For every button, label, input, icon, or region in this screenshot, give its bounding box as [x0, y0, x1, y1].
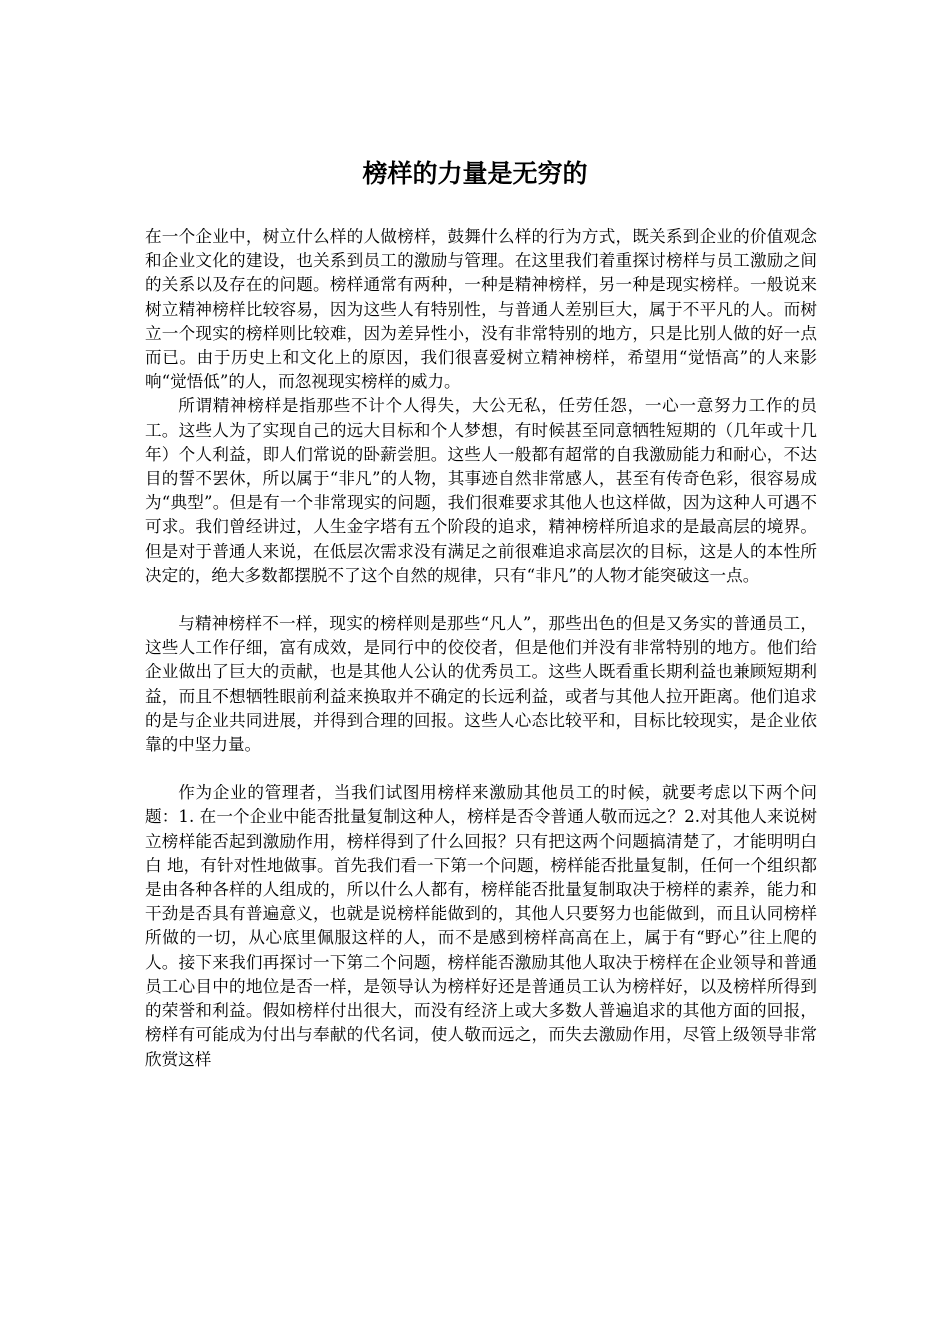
document-body	[145, 225, 817, 1072]
paragraph-4: 作为企业的管理者，当我们试图用榜样来激励其他员工的时候，就要考虑以下两个问题：1. 在一个企业中能否批量复制这种人，榜样是否令普通人敬而远之？2.对其他人来说树立榜样能否起到激励作用，榜样得到了什么回报？只有把这两个问题搞清楚了，才能明明白白 地，有针对性地做事。首先我们看一下第一个问题，榜样能否批量复制，任何一个组织都是由各种各样的人组成的，所以什么人都有，榜样能否批量复制取决于榜样的素养，能力和干劲是否具有普遍意义，也就是说榜样能做到的，其他人只要努力也能做到，而且认同榜样所做的一切，从心底里佩服这样的人，而不是感到榜样高高在上，属于有“野心”往上爬的人。接下来我们再探讨一下第二个问题，榜样能否激励其他人取决于榜样在企业领导和普通员工心目中的地位是否一样，是领导认为榜样好还是普通员工认为榜样好，以及榜样所得到的荣誉和利益。假如榜样付出很大，而没有经济上或大多数人普遍追求的其他方面的回报，榜样有可能成为付出与奉献的代名词，使人敬而远之，而失去激励作用，尽管上级领导非常欣赏这样	[145, 783, 817, 1069]
paragraph-3: 与精神榜样不一样，现实的榜样则是那些“凡人”，那些出色的但是又务实的普通员工，这些人工作仔细，富有成效，是同行中的佼佼者，但是他们并没有非常特别的地方。他们给企业做出了巨大的贡献，也是其他人公认的优秀员工。这些人既看重长期利益也兼顾短期利益，而且不想牺牲眼前利益来换取并不确定的长远利益，或者与其他人拉开距离。他们追求的是与企业共同进展，并得到合理的回报。这些人心态比较平和，目标比较现实，是企业依靠的中坚力量。	[145, 614, 817, 755]
paragraph-1: 在一个企业中，树立什么样的人做榜样，鼓舞什么样的行为方式，既关系到企业的价值观念和企业文化的建设，也关系到员工的激励与管理。在这里我们着重探讨榜样与员工激励之间的关系以及存在的问题。榜样通常有两种，一种是精神榜样，另一种是现实榜样。一般说来树立精神榜样比较容易，因为这些人有特别性，与普通人差别巨大，属于不平凡的人。而树立一个现实的榜样则比较难，因为差异性小，没有非常特别的地方，只是比别人做的好一点而已。由于历史上和文化上的原因，我们很喜爱树立精神榜样，希望用“觉悟高”的人来影响“觉悟低”的人，而忽视现实榜样的威力。	[145, 227, 817, 392]
paragraph-2: 所谓精神榜样是指那些不计个人得失，大公无私，任劳任怨，一心一意努力工作的员工。这些人为了实现自己的远大目标和个人梦想，有时候甚至同意牺牲短期的（几年或十几年）个人利益，即人们常说的卧薪尝胆。这些人一般都有超常的自我激励能力和耐心，不达目的誓不罢休，所以属于“非凡”的人物，其事迹自然非常感人，甚至有传奇色彩，很容易成为“典型”。但是有一个非常现实的问题，我们很难要求其他人也这样做，因为这种人可遇不可求。我们曾经讲过，人生金字塔有五个阶段的追求，精神榜样所追求的是最高层的境界。但是对于普通人来说，在低层次需求没有满足之前很难追求高层次的目标，这是人的本性所决定的，绝大多数都摆脱不了这个自然的规律，只有“非凡”的人物才能突破这一点。	[145, 396, 817, 585]
document-title: 榜样的力量是无穷的	[362, 159, 588, 188]
